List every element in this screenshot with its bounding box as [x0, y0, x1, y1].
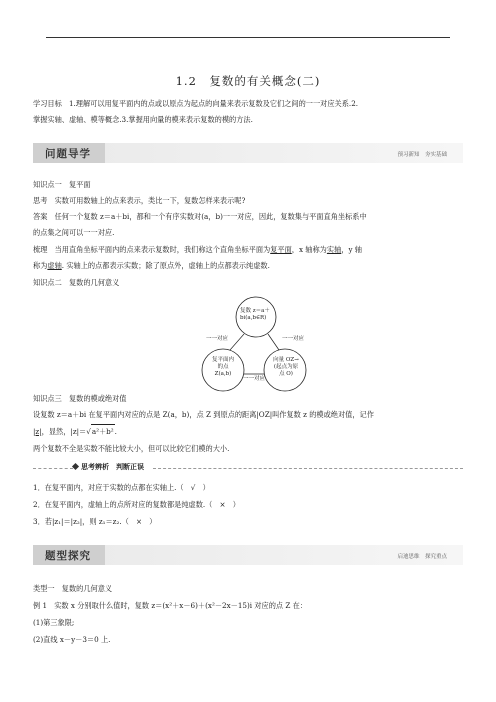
band-title: 问题导学	[45, 148, 91, 160]
example-1-part2: (2)直线 x－y－3＝0 上.	[33, 635, 111, 644]
learning-goal-line2: 掌握实轴、虚轴、模等概念.3.掌握用向量的模来表示复数的模的方法.	[33, 115, 253, 124]
edge-left-label: 一一对应	[205, 336, 228, 342]
think-label: 思考辨析 判断正误	[81, 463, 144, 471]
example-1: 例 1 实数 x 分别取什么值时，复数 z＝(x²＋x－6)＋(x²－2x－15)i 对应的点 Z 在：	[33, 601, 308, 610]
term-complex-plane: 复平面	[270, 245, 292, 254]
judge-item-3: 3．若|z₁|＝|z₂|，则 z₁＝z₂.（ × ）	[33, 517, 157, 526]
modulus-line2: |z|，显然，|z|＝√a²＋b².	[33, 424, 463, 438]
knowledge-point-2-heading: 知识点二 复数的几何意义	[33, 278, 120, 287]
edge-bottom-label: 一一对应	[242, 376, 265, 382]
sqrt-expression: a²＋b²	[91, 424, 115, 438]
term-real-axis: 实轴	[326, 245, 342, 254]
summary-line1: 梳理 当用直角坐标平面内的点来表示复数时，我们称这个直角坐标平面为复平面，x 轴称为实轴，y 轴	[33, 245, 362, 254]
geometric-meaning-diagram	[190, 294, 320, 394]
node-point-label: 复平面内 的点 Z(a,b)	[211, 357, 234, 377]
knowledge-point-3-heading: 知识点三 复数的模或绝对值	[33, 394, 127, 403]
knowledge-point-1-heading: 知识点一 复平面	[33, 180, 91, 189]
type-1-heading: 类型一 复数的几何意义	[33, 584, 113, 593]
term-imaginary-axis: 虚轴	[47, 261, 62, 270]
section-band-question-types	[33, 545, 463, 565]
header-rule	[46, 37, 450, 38]
judge-item-1: 1．在复平面内，对应于实数的点都在实轴上.（ √ ）	[33, 483, 210, 492]
diamond-bullet-icon	[72, 463, 79, 470]
band-subtitle: 预习新知 夯实基础	[397, 152, 447, 158]
edge-right-label: 一一对应	[281, 336, 304, 342]
section-band-problem-guide	[33, 143, 463, 163]
summary-line2: 称为虚轴. 实轴上的点都表示实数；除了原点外，虚轴上的点都表示纯虚数.	[33, 261, 270, 270]
think-discern-header	[33, 462, 463, 474]
answer-line1: 答案 任何一个复数 z＝a＋bi，都和一个有序实数对(a，b)一一对应，因此，复数集与平面直角坐标系中	[33, 212, 367, 221]
modulus-line3: 两个复数不全是实数不能比较大小，但可以比较它们模的大小.	[33, 444, 230, 453]
band-title: 题型探究	[45, 550, 91, 562]
answer-line2: 的点集之间可以一一对应.	[33, 228, 115, 237]
node-vector-label: 向量 OZ→ (起点为原 点 O)	[273, 357, 299, 377]
example-1-part1: (1)第三象限;	[33, 618, 75, 627]
modulus-line1: 设复数 z＝a＋bi 在复平面内对应的点是 Z(a，b)，点 Z 到原点的距离|OZ|叫作复数 z 的模或绝对值，记作	[33, 410, 374, 419]
node-complex-label: 复数 z＝a＋ bi(a,b∈R)	[240, 308, 270, 321]
think-question: 思考 实数可用数轴上的点来表示，类比一下，复数怎样来表示呢?	[33, 196, 246, 205]
band-subtitle: 启迪思维 探究重点	[397, 554, 447, 560]
learning-goal-line1: 学习目标 1.理解可以用复平面内的点或以原点为起点的向量来表示复数及它们之间的一一对应关系.2.	[33, 99, 359, 108]
page-title: 1.2 复数的有关概念(二)	[175, 74, 321, 88]
judge-item-2: 2．在复平面内，虚轴上的点所对应的复数都是纯虚数.（ × ）	[33, 500, 240, 509]
